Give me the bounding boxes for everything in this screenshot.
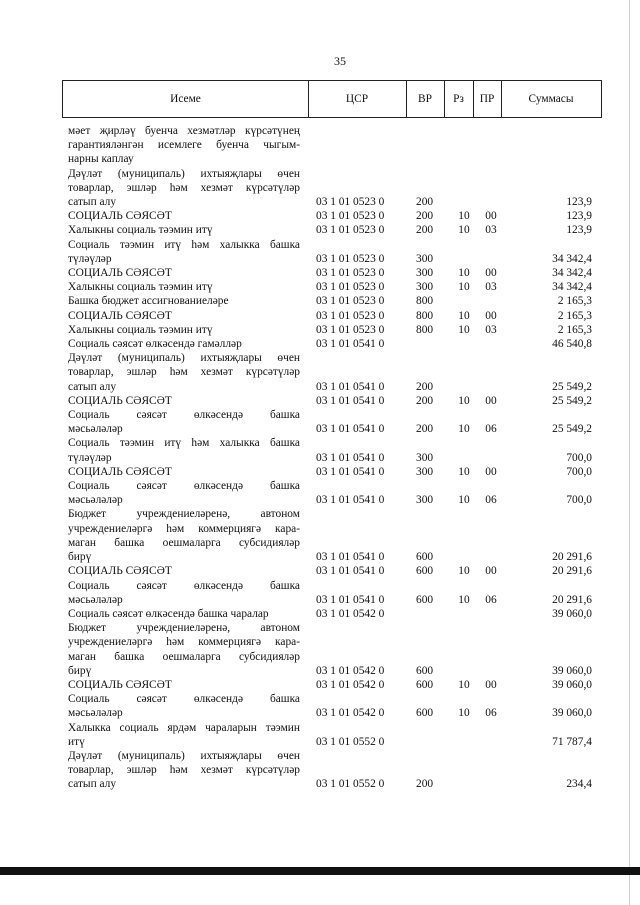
row-name-line: сатып алу	[68, 778, 117, 791]
row-sum: 34 342,4	[552, 267, 592, 280]
row-csr: 03 1 01 0523 0	[316, 295, 385, 308]
row-csr: 03 1 01 0542 0	[316, 707, 385, 720]
table-row	[68, 721, 598, 749]
row-name-line: учреждениеләргә һәм коммерциягә кара-	[68, 522, 300, 535]
row-name-line: Социаль сәясәт өлкәсендә гамәлләр	[68, 338, 242, 351]
row-sum: 39 060,0	[552, 607, 592, 620]
row-name-line: СОЦИАЛЬ СӘЯСӘТ	[68, 267, 172, 280]
row-pr: 00	[485, 267, 497, 280]
row-vr: 600	[416, 565, 434, 578]
row-csr: 03 1 01 0523 0	[316, 224, 385, 237]
table-row	[68, 507, 598, 564]
row-name	[68, 209, 300, 223]
row-name	[68, 749, 300, 792]
row-sum: 123,9	[566, 224, 592, 237]
row-vr: 600	[416, 678, 434, 691]
row-sum: 34 342,4	[552, 252, 592, 265]
row-vr: 600	[416, 593, 434, 606]
row-pr: 00	[485, 465, 497, 478]
row-csr: 03 1 01 0542 0	[316, 664, 385, 677]
row-name-line: СОЦИАЛЬ СӘЯСӘТ	[68, 309, 172, 322]
row-pr: 00	[485, 678, 497, 691]
row-rz: 10	[458, 267, 470, 280]
row-vr: 300	[416, 252, 434, 265]
table-row	[68, 394, 598, 408]
row-vr: 200	[416, 394, 434, 407]
row-name	[68, 337, 300, 351]
row-name-line: Социаль сәясәт өлкәсендә башка чаралар	[68, 607, 269, 620]
row-csr: 03 1 01 0541 0	[316, 338, 385, 351]
header-vr: ВР	[406, 81, 445, 117]
table-row	[68, 607, 598, 621]
row-vr: 200	[416, 423, 434, 436]
row-vr: 200	[416, 196, 434, 209]
table-row	[68, 294, 598, 308]
row-csr: 03 1 01 0541 0	[316, 593, 385, 606]
row-csr: 03 1 01 0541 0	[316, 394, 385, 407]
row-sum: 46 540,8	[552, 338, 592, 351]
row-name-line: СОЦИАЛЬ СӘЯСӘТ	[68, 678, 172, 691]
row-vr: 300	[416, 465, 434, 478]
row-name-line: сатып алу	[68, 380, 117, 393]
row-name-line: сатып алу	[68, 196, 117, 209]
row-name	[68, 436, 300, 464]
table-row	[68, 749, 598, 792]
table-row	[68, 678, 598, 692]
row-name	[68, 564, 300, 578]
row-csr: 03 1 01 0523 0	[316, 252, 385, 265]
row-name-line: Дәүләт (муниципаль) ихтыяҗлары өчен	[68, 352, 300, 365]
row-name-line: бирү	[68, 551, 92, 564]
row-sum: 2 165,3	[557, 309, 592, 322]
header-pr: ПР	[473, 81, 502, 117]
row-vr: 300	[416, 494, 434, 507]
row-sum: 2 165,3	[557, 295, 592, 308]
row-csr: 03 1 01 0523 0	[316, 210, 385, 223]
page-edge	[629, 0, 630, 905]
row-name-line: мәсьәләләр	[68, 494, 123, 507]
row-name-line: Бюджет учреждениеләренә, автоном	[68, 622, 300, 635]
row-name-line: Бюджет учреждениеләренә, автоном	[68, 508, 300, 521]
row-sum: 700,0	[566, 465, 592, 478]
table-row	[68, 408, 598, 436]
row-sum: 2 165,3	[557, 323, 592, 336]
row-rz: 10	[458, 323, 470, 336]
row-name-line: Халыкны социаль тәэмин итү	[68, 224, 213, 237]
header-csr: ЦСР	[308, 81, 407, 117]
row-name-line: маган башка оешмаларга субсидияләр	[68, 650, 300, 663]
row-sum: 20 291,6	[552, 593, 592, 606]
row-name-line: СОЦИАЛЬ СӘЯСӘТ	[68, 210, 172, 223]
row-sum: 39 060,0	[552, 664, 592, 677]
row-sum: 39 060,0	[552, 678, 592, 691]
row-name-line: мәсьәләләр	[68, 423, 123, 436]
row-name-line: Социаль сәясәт өлкәсендә башка	[68, 693, 300, 706]
row-name-line: мәсьәләләр	[68, 593, 123, 606]
row-csr: 03 1 01 0541 0	[316, 465, 385, 478]
table-row	[68, 309, 598, 323]
row-name-line: итү	[68, 735, 85, 748]
row-name	[68, 479, 300, 507]
row-rz: 10	[458, 309, 470, 322]
row-name-line: гарантияләнгән исемлеге буенча чыгым-	[68, 139, 300, 152]
row-vr: 600	[416, 707, 434, 720]
row-vr: 200	[416, 778, 434, 791]
row-pr: 00	[485, 210, 497, 223]
row-rz: 10	[458, 394, 470, 407]
row-sum: 20 291,6	[552, 565, 592, 578]
row-csr: 03 1 01 0541 0	[316, 380, 385, 393]
row-rz: 10	[458, 224, 470, 237]
row-csr: 03 1 01 0541 0	[316, 451, 385, 464]
table-row	[68, 238, 598, 266]
header-sum: Суммасы	[528, 93, 574, 105]
row-pr: 03	[485, 224, 497, 237]
table-row	[68, 621, 598, 678]
row-vr: 800	[416, 295, 434, 308]
row-name-line: Социаль тәэмин итү һәм халыкка башка	[68, 238, 300, 251]
row-pr: 03	[485, 281, 497, 294]
row-name-line: маган башка оешмаларга субсидияләр	[68, 536, 300, 549]
table-row	[68, 209, 598, 223]
row-rz: 10	[458, 565, 470, 578]
row-name	[68, 223, 300, 237]
row-csr: 03 1 01 0541 0	[316, 423, 385, 436]
row-csr: 03 1 01 0523 0	[316, 309, 385, 322]
row-sum: 71 787,4	[552, 735, 592, 748]
table-row	[68, 337, 598, 351]
table-row	[68, 564, 598, 578]
row-name	[68, 280, 300, 294]
row-vr: 800	[416, 323, 434, 336]
row-name	[68, 721, 300, 749]
table-header	[62, 80, 602, 118]
row-name	[68, 238, 300, 266]
row-name-line: Дәүләт (муниципаль) ихтыяҗлары өчен	[68, 167, 300, 180]
row-name	[68, 351, 300, 394]
table-row	[68, 465, 598, 479]
page-number: 35	[334, 54, 346, 68]
row-csr: 03 1 01 0541 0	[316, 494, 385, 507]
row-csr: 03 1 01 0542 0	[316, 607, 385, 620]
row-sum: 34 342,4	[552, 281, 592, 294]
row-name	[68, 294, 300, 308]
row-name	[68, 309, 300, 323]
row-name-line: СОЦИАЛЬ СӘЯСӘТ	[68, 394, 172, 407]
row-pr: 06	[485, 593, 497, 606]
row-rz: 10	[458, 423, 470, 436]
row-name	[68, 323, 300, 337]
row-name-line: Башка бюджет ассигнованиеләре	[68, 295, 229, 308]
row-vr: 600	[416, 664, 434, 677]
table-row	[68, 167, 598, 210]
row-name-line: Халыкны социаль тәэмин итү	[68, 323, 213, 336]
row-csr: 03 1 01 0552 0	[316, 735, 385, 748]
row-pr: 06	[485, 423, 497, 436]
row-vr: 300	[416, 451, 434, 464]
row-pr: 00	[485, 394, 497, 407]
row-name	[68, 692, 300, 720]
row-name-line: Социаль сәясәт өлкәсендә башка	[68, 579, 300, 592]
row-name	[68, 507, 300, 564]
row-name	[68, 465, 300, 479]
row-csr: 03 1 01 0542 0	[316, 678, 385, 691]
row-csr: 03 1 01 0523 0	[316, 323, 385, 336]
row-vr: 200	[416, 210, 434, 223]
row-name	[68, 607, 300, 621]
row-rz: 10	[458, 281, 470, 294]
row-name-line: товарлар, эшләр һәм хезмәт күрсәтүләр	[68, 181, 300, 194]
row-csr: 03 1 01 0541 0	[316, 565, 385, 578]
row-name-line: Социаль сәясәт өлкәсендә башка	[68, 409, 300, 422]
row-name-line: Дәүләт (муниципаль) ихтыяҗлары өчен	[68, 749, 300, 762]
row-name-line: СОЦИАЛЬ СӘЯСӘТ	[68, 565, 172, 578]
row-name-line: Социаль сәясәт өлкәсендә башка	[68, 480, 300, 493]
row-name	[68, 167, 300, 210]
table-row	[68, 479, 598, 507]
table-row	[68, 323, 598, 337]
row-name-line: түләүләр	[68, 451, 112, 464]
row-name	[68, 408, 300, 436]
row-sum: 700,0	[566, 494, 592, 507]
row-name-line: СОЦИАЛЬ СӘЯСӘТ	[68, 465, 172, 478]
row-sum: 123,9	[566, 196, 592, 209]
row-rz: 10	[458, 678, 470, 691]
row-sum: 25 549,2	[552, 423, 592, 436]
scan-border	[0, 867, 640, 875]
row-csr: 03 1 01 0523 0	[316, 196, 385, 209]
row-name-line: түләүләр	[68, 252, 112, 265]
row-pr: 03	[485, 323, 497, 336]
header-name: Исеме	[63, 81, 309, 117]
row-name	[68, 579, 300, 607]
row-name-line: мәсьәләләр	[68, 707, 123, 720]
row-vr: 600	[416, 551, 434, 564]
row-csr: 03 1 01 0523 0	[316, 267, 385, 280]
row-name	[68, 124, 300, 167]
row-rz: 10	[458, 210, 470, 223]
row-rz: 10	[458, 707, 470, 720]
row-name	[68, 621, 300, 678]
header-rz: Рз	[444, 81, 474, 117]
row-sum: 25 549,2	[552, 394, 592, 407]
table-row	[68, 579, 598, 607]
row-rz: 10	[458, 494, 470, 507]
row-sum: 123,9	[566, 210, 592, 223]
row-vr: 200	[416, 380, 434, 393]
row-pr: 00	[485, 309, 497, 322]
row-pr: 06	[485, 494, 497, 507]
row-sum: 39 060,0	[552, 707, 592, 720]
row-vr: 300	[416, 281, 434, 294]
table-row	[68, 280, 598, 294]
row-vr: 800	[416, 309, 434, 322]
row-name-line: Халыкны социаль тәэмин итү	[68, 281, 213, 294]
row-sum: 25 549,2	[552, 380, 592, 393]
table-row	[68, 266, 598, 280]
row-pr: 00	[485, 565, 497, 578]
row-name-line: товарлар, эшләр һәм хезмәт күрсәтүләр	[68, 366, 300, 379]
row-rz: 10	[458, 593, 470, 606]
row-sum: 20 291,6	[552, 551, 592, 564]
table-row	[68, 223, 598, 237]
table-row	[68, 351, 598, 394]
row-name-line: мәет җирләү буенча хезмәтләр күрсәтүнең	[68, 125, 300, 137]
row-csr: 03 1 01 0552 0	[316, 778, 385, 791]
row-sum: 234,4	[566, 778, 592, 791]
row-name-line: учреждениеләргә һәм коммерциягә кара-	[68, 636, 300, 649]
row-name-line: товарлар, эшләр һәм хезмәт күрсәтүләр	[68, 764, 300, 777]
table-row	[68, 692, 598, 720]
row-csr: 03 1 01 0541 0	[316, 551, 385, 564]
row-sum: 700,0	[566, 451, 592, 464]
row-name	[68, 678, 300, 692]
row-csr: 03 1 01 0523 0	[316, 281, 385, 294]
table-body	[68, 124, 598, 792]
row-vr: 200	[416, 224, 434, 237]
row-name	[68, 394, 300, 408]
row-name-line: бирү	[68, 664, 92, 677]
row-vr: 300	[416, 267, 434, 280]
row-name-line: нарны каплау	[68, 153, 134, 166]
row-name-line: Халыкка социаль ярдәм чараларын тәэмин	[68, 721, 300, 734]
row-pr: 06	[485, 707, 497, 720]
row-name-line: Социаль тәэмин итү һәм халыкка башка	[68, 437, 300, 450]
table-row	[68, 124, 598, 167]
row-name	[68, 266, 300, 280]
table-row	[68, 436, 598, 464]
row-rz: 10	[458, 465, 470, 478]
